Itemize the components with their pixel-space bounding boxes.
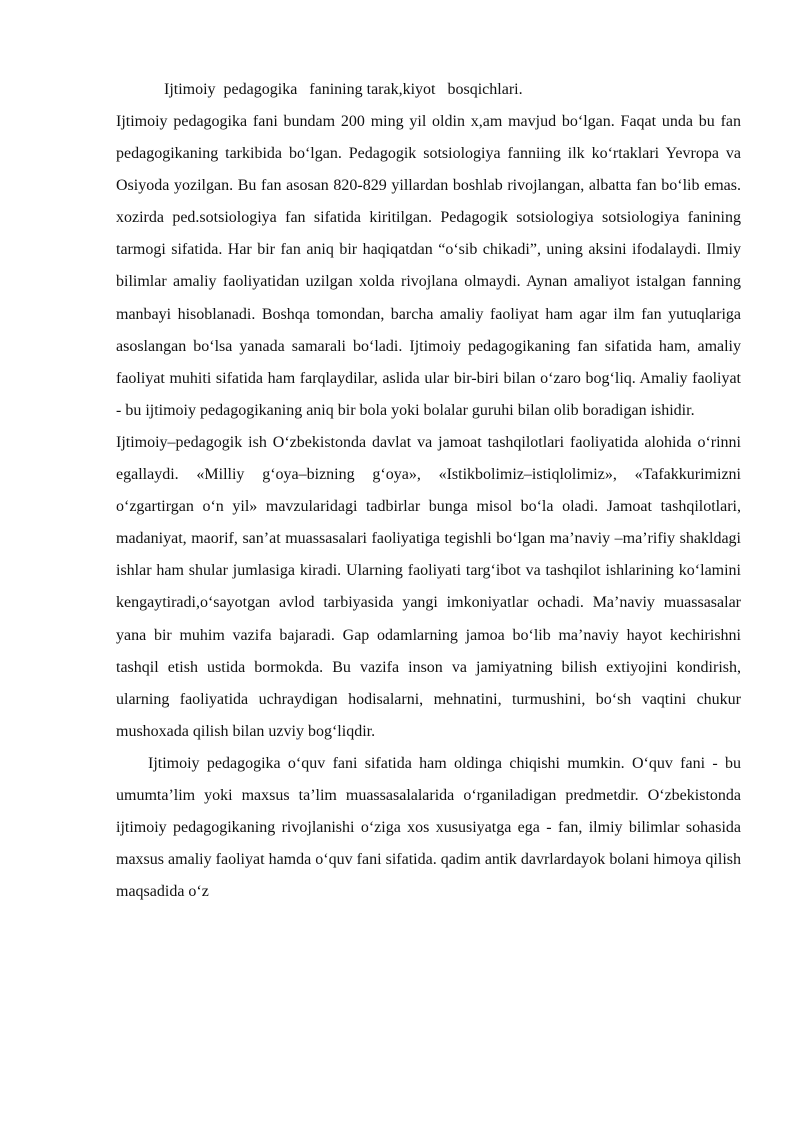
paragraph-3: Ijtimoiy pedagogika o‘quv fani sifatida ham oldinga chiqishi mumkin. O‘quv fani - bu umumta’lim yoki maxsus ta’lim muassasalalarida o‘rganiladigan predmetdir. O‘zbekistonda ijtimoiy pedagogikaning rivojlanishi o‘ziga xos xususiyatga ega - fan, ilmiy bilimlar sohasida maxsus amaliy faoliyat hamda o‘quv fani sifatida. qadim antik davrlardayok bolani himoya qilish maqsadida o‘z	[116, 754, 741, 901]
paragraph-2: Ijtimoiy–pedagogik ish O‘zbekistonda davlat va jamoat tashqilotlari faoliyatida alohida o‘rinni egallaydi. «Milliy g‘oya–bizning g‘oya», «Istikbolimiz–istiqlolimiz», «Tafakkurimizni o‘zgartirgan o‘n yil» mavzularidagi tadbirlar bunga misol bo‘la oladi. Jamoat tashqilotlari, madaniyat, maorif, san’at muassasalari faoliyatiga tegishli bo‘lgan ma’naviy –ma’rifiy shakldagi ishlar ham shular jumlasiga kiradi. Ularning faoliyati targ‘ibot va tashqilot ishlarining ko‘lamini kengaytiradi,o‘sayotgan avlod tarbiyasida yangi imkoniyatlar ochadi. Ma’naviy muassasalar yana bir muhim vazifa bajaradi. Gap odamlarning jamoa bo‘lib ma’naviy hayot kechirishni tashqil etish ustida bormokda. Bu vazifa inson va jamiyatning bilish extiyojini kondirish, ularning faoliyatida uchraydigan hodisalarni, mehnatini, turmushini, bo‘sh vaqtini chukur mushoxada qilish bilan uzviy bog‘liqdir.	[116, 433, 741, 740]
document-title: Ijtimoiy pedagogika fanining tarak,kiyot bosqichlari.	[164, 81, 523, 98]
document-body	[116, 106, 741, 908]
paragraph-1: Ijtimoiy pedagogika fani bundam 200 ming yil oldin x,am mavjud bo‘lgan. Faqat unda bu fan pedagogikaning tarkibida bo‘lgan. Pedagogik sotsiologiya fanniing ilk ko‘rtaklari Yevropa va Osiyoda yozilgan. Bu fan asosan 820-829 yillardan boshlab rivojlangan, albatta fan bo‘lib emas. xozirda ped.sotsiologiya fan sifatida kiritilgan. Pedagogik sotsiologiya sotsiologiya fanining tarmogi sifatida. Har bir fan aniq bir haqiqatdan “o‘sib chikadi”, uning aksini ifodalaydi. Ilmiy bilimlar amaliy faoliyatidan uzilgan xolda rivojlana olmaydi. Aynan amaliyot istalgan fanning manbayi hisoblanadi. Boshqa tomondan, barcha amaliy faoliyat ham agar ilm fan yutuqlariga asoslangan bo‘lsa yanada samarali bo‘ladi. Ijtimoiy pedagogikaning fan sifatida ham, amaliy faoliyat muhiti sifatida ham farqlaydilar, aslida ular bir-biri bilan o‘zaro bog‘liq. Amaliy faoliyat - bu ijtimoiy pedagogikaning aniq bir bola yoki bolalar guruhi bilan olib boradigan ishidir.	[116, 113, 741, 419]
